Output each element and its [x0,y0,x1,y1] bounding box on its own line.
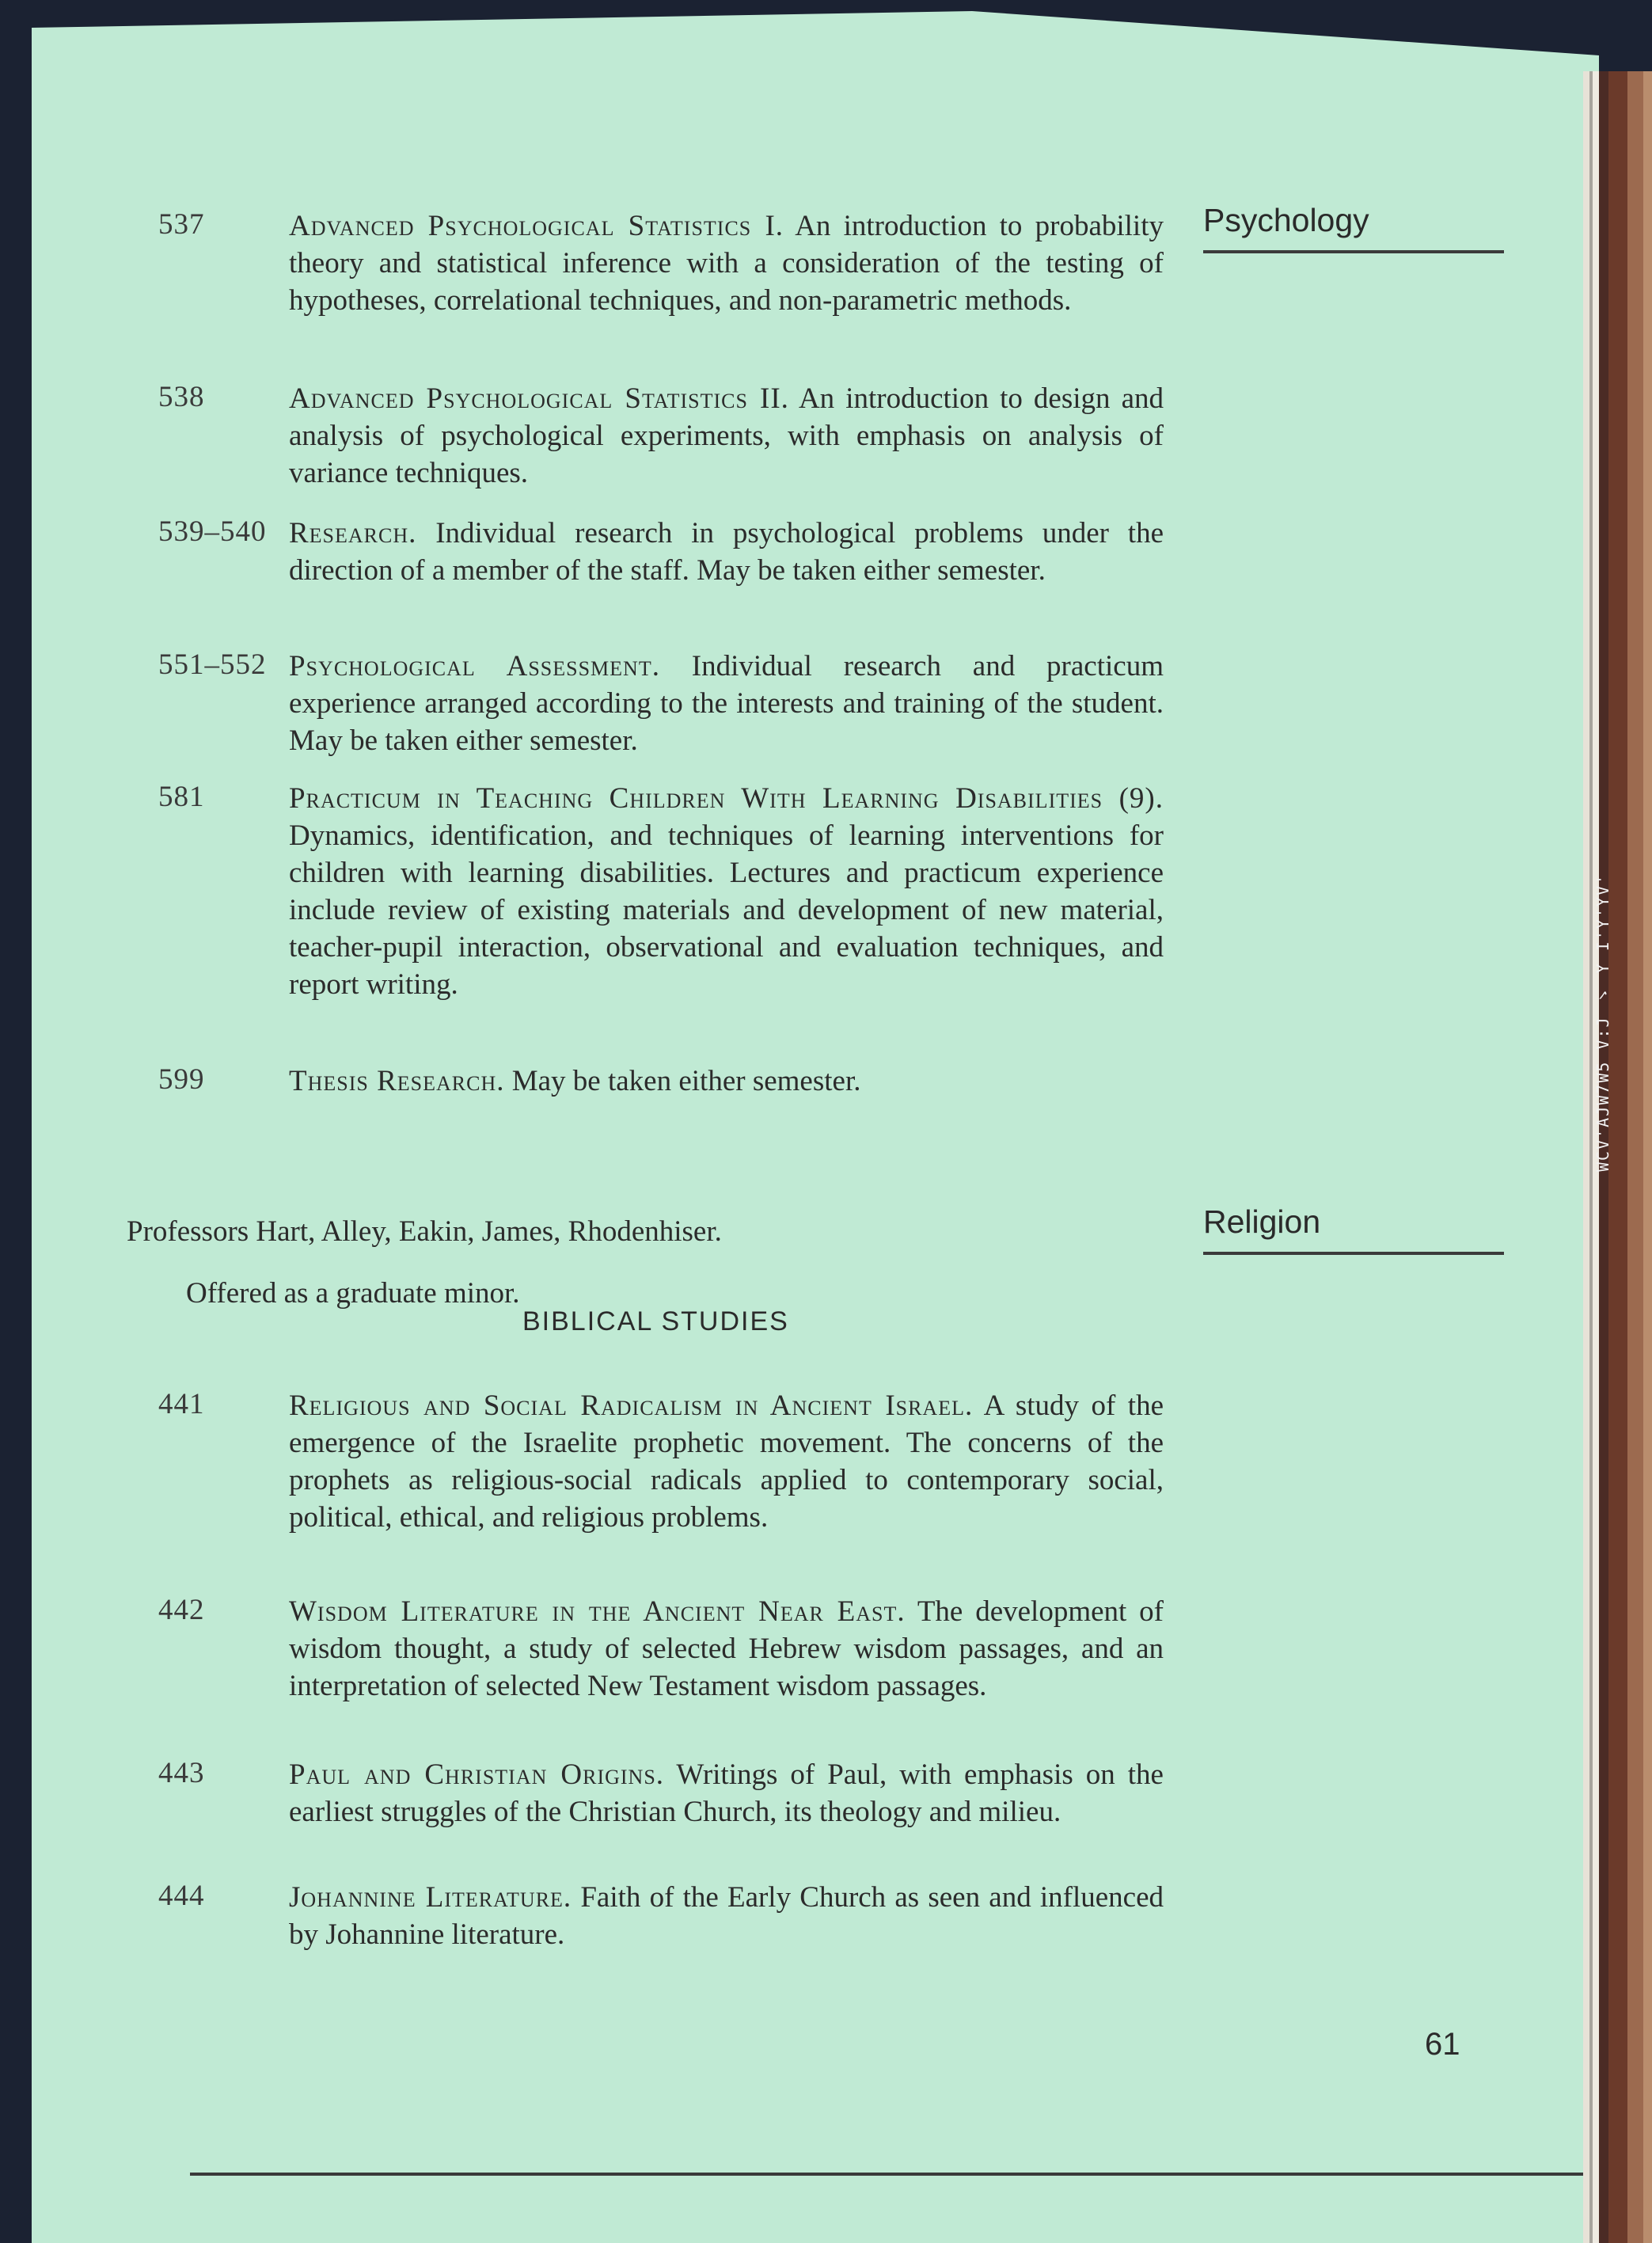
course-number: 537 [158,208,205,241]
catalog-page [32,0,1599,2243]
course-entry [158,648,1164,759]
course-entry [158,1593,1164,1705]
course-number: 551–552 [158,648,267,681]
course-entry [158,1756,1164,1831]
course-description: Writings of Paul, with emphasis on the earliest struggles of the Christian Church, its theology and milieu. [289,1758,1164,1828]
course-description: Faith of the Early Church as seen and influenced by Johannine literature. [289,1881,1164,1951]
course-description: Individual research and practicum experience arranged according to the interests and training of the student. May be taken either semester. [289,650,1164,757]
course-entry [158,780,1164,1003]
course-entry [158,380,1164,492]
course-entry [158,1387,1164,1536]
subheading-biblical-studies: BIBLICAL STUDIES [522,1306,789,1336]
course-description: Dynamics, identification, and techniques of learning interventions for children with learning disabilities. Lectures and practicum experience include review of existing materials and development of new material, teacher-pupil interaction, observational and evaluation techniques, and report writing. [289,819,1164,1001]
course-number: 538 [158,381,205,413]
course-title: Thesis Research. [289,1065,505,1097]
course-entry [158,207,1164,319]
course-number: 441 [158,1388,205,1420]
course-number: 444 [158,1880,205,1912]
course-title: Research. [289,517,417,549]
course-number: 443 [158,1757,205,1789]
course-description: A study of the emergence of the Israelite prophetic movement. The concerns of the prophets as religious-social radicals applied to contemporary social, political, ethical, and religious problems. [289,1390,1164,1534]
spine-text: WCV'AJW7W5 V:J ✓ Y I'Y'YV' [1593,872,1612,1172]
course-title: Wisdom Literature in the Ancient Near East. [289,1595,906,1628]
section-heading-religion: Religion [1203,1203,1504,1255]
course-entry [158,1063,1164,1100]
course-entry [158,1879,1164,1953]
course-number: 599 [158,1063,205,1096]
course-title: Advanced Psychological Statistics I. [289,210,784,242]
bottom-rule [190,2173,1583,2176]
course-description: Individual research in psychological problems under the direction of a member of the staff. May be taken either semester. [289,517,1164,587]
course-entry [158,515,1164,589]
course-description: An introduction to probability theory and statistical inference with a consideration of the testing of hypotheses, correlational techniques, and non-parametric methods. [289,210,1164,317]
course-description: May be taken either semester. [511,1065,861,1097]
page-number: 61 [1425,2027,1460,2062]
course-description: An introduction to design and analysis of psychological experiments, with emphasis on analysis of variance techniques. [289,382,1164,489]
course-title: Paul and Christian Origins. [289,1758,665,1791]
offered-line: Offered as a graduate minor. [186,1277,520,1310]
course-number: 539–540 [158,515,267,548]
course-title: Practicum in Teaching Children With Learning Disabilities (9). [289,782,1164,815]
professors-line: Professors Hart, Alley, Eakin, James, Rhodenhiser. [127,1215,722,1248]
course-number: 442 [158,1594,205,1626]
course-number: 581 [158,781,205,813]
course-description: The development of wisdom thought, a study of selected Hebrew wisdom passages, and an interpretation of selected New Testament wisdom passages. [289,1595,1164,1702]
course-title: Religious and Social Radicalism in Ancient Israel. [289,1390,974,1422]
course-title: Psychological Assessment. [289,650,660,682]
section-heading-psychology: Psychology [1203,202,1504,253]
course-title: Johannine Literature. [289,1881,572,1914]
course-title: Advanced Psychological Statistics II. [289,382,789,415]
